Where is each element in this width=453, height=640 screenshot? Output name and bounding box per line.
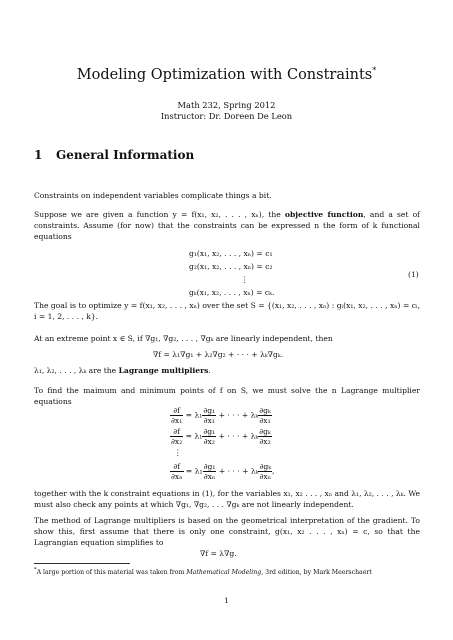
partial-g1-fraction: $\frac{\text{∂g₁}}{\text{∂x₁}}$: [203, 406, 216, 425]
single-constraint-equation: ∇f = λ∇g.: [200, 549, 237, 558]
footnote-divider: [34, 563, 130, 564]
gradient-equation: ∇f = λ₁∇g₁ + λ₂∇g₂ + · · · + λₖ∇gₖ.: [153, 350, 284, 359]
paragraph-objective: [34, 209, 420, 242]
partial-f-fraction: $\frac{\partial f}{\text{∂xₙ}}$: [171, 462, 183, 481]
constraint-equations: [189, 247, 274, 299]
book-title: Mathematical Modeling: [186, 569, 262, 577]
p2-text-a: Suppose we are given a function y = f(x₁, x₂, . . . , xₙ), the: [34, 210, 285, 219]
p5-text-b: .: [208, 366, 211, 375]
paragraph-method: The method of Lagrange multipliers is based on the geometrical interpretation of the gradient. To show this, first assume that there is only one constraint, g(x₁, x₂ . . . , xₙ) = c, so that the Lagrangian equation simplifies to: [34, 516, 420, 547]
lagrange-row: $\frac{\partial f}{\text{∂xₙ}}$ = λ₁ $\frac{\text{∂g₁}}{\text{∂xₙ}}$ + · · · + λₖ $\frac{\text{∂gₖ}}{\text{∂xₙ}}$ ,: [171, 462, 275, 481]
lagrange-row: $\frac{\partial f}{\text{∂x₁}}$ = λ₁ $\frac{\text{∂g₁}}{\text{∂x₁}}$ + · · · + λₖ $\frac{\text{∂gₖ}}{\text{∂x₁}}$: [171, 406, 271, 425]
paragraph-multipliers: [34, 365, 420, 376]
partial-gk-fraction: $\frac{\text{∂gₖ}}{\text{∂xₙ}}$: [259, 462, 272, 481]
lagrange-row: $\frac{\partial f}{\text{∂x₂}}$ = λ₁ $\frac{\text{∂g₁}}{\text{∂x₂}}$ + · · · + λₖ $\frac{\text{∂gₖ}}{\text{∂x₂}}$: [171, 427, 271, 446]
equation-label: (1): [408, 270, 419, 279]
p2-text-b: , and a set of constraints. Assume (for now) that the constraints can be expressed n the form of k functional equations: [34, 210, 420, 241]
page-number: 1: [224, 596, 229, 605]
partial-g1-fraction: $\frac{\text{∂g₁}}{\text{∂x₂}}$: [203, 427, 216, 446]
section-title: General Information: [56, 148, 195, 162]
paper-title: [0, 66, 453, 83]
paragraph-extreme-point: At an extreme point x ∈ S, if ∇g₁, ∇g₂, . . . , ∇gₖ are linearly independent, then: [34, 334, 333, 343]
partial-f-fraction: $\frac{\partial f}{\text{∂x₂}}$: [171, 427, 183, 446]
constraint-row: g₂(x₁, x₂, . . . , xₙ) = c₂: [189, 262, 273, 271]
footnote: *A large portion of this material was taken from Mathematical Modeling, 3rd edition, by Mark Meerschaert: [34, 567, 372, 577]
paragraph-goal: The goal is to optimize y = f(x₁, x₂, . . . , xₙ) over the set S = {(x₁, x₂, . . . , xₙ) : gᵢ(x₁, x₂, . . . , xₙ) = cᵢ, i = 1, 2, . . . , k}.: [34, 301, 420, 321]
section-number: 1: [34, 148, 43, 162]
paragraph-together: together with the k constraint equations in (1), for the variables x₁, x₂ . . . , xₙ and λ₁, λ₂, . . . , λₖ. We must also check any points at which ∇g₁, ∇g₂, . . . ∇gₖ are not linearly independent.: [34, 489, 420, 509]
partial-gk-fraction: $\frac{\text{∂gₖ}}{\text{∂x₂}}$: [259, 427, 271, 446]
constraint-row: gₖ(x₁, x₂, . . . , xₙ) = cₖ.: [189, 288, 275, 297]
instructor-line: Instructor: Dr. Doreen De Leon: [160, 111, 293, 121]
lagrange-vdots: ⋮: [174, 448, 182, 457]
objective-function-term: objective function: [284, 210, 364, 219]
partial-f-fraction: $\frac{\partial f}{\text{∂x₁}}$: [171, 406, 183, 425]
title-text: Modeling Optimization with Constraints: [76, 66, 373, 83]
p5-text-a: λ₁, λ₂, . . . , λₖ are the: [34, 366, 119, 375]
paragraph-intro: Constraints on independent variables complicate things a bit.: [34, 191, 272, 200]
constraint-row: g₁(x₁, x₂, . . . , xₙ) = c₁: [189, 249, 273, 258]
partial-g1-fraction: $\frac{\text{∂g₁}}{\text{∂xₙ}}$: [203, 462, 216, 481]
course-line: Math 232, Spring 2012: [177, 100, 276, 110]
title-footnote-marker: *: [372, 66, 377, 75]
partial-gk-fraction: $\frac{\text{∂gₖ}}{\text{∂x₁}}$: [259, 406, 271, 425]
paragraph-solve: To find the maimum and minimum points of f on S, we must solve the n Lagrange multiplier equations: [34, 386, 420, 406]
footnote-marker: *: [34, 567, 37, 573]
lagrange-equations: [170, 406, 274, 483]
lagrange-multipliers-term: Lagrange multipliers: [118, 366, 209, 375]
constraint-vdots: ⋮: [241, 275, 249, 284]
section-heading: [34, 148, 194, 162]
